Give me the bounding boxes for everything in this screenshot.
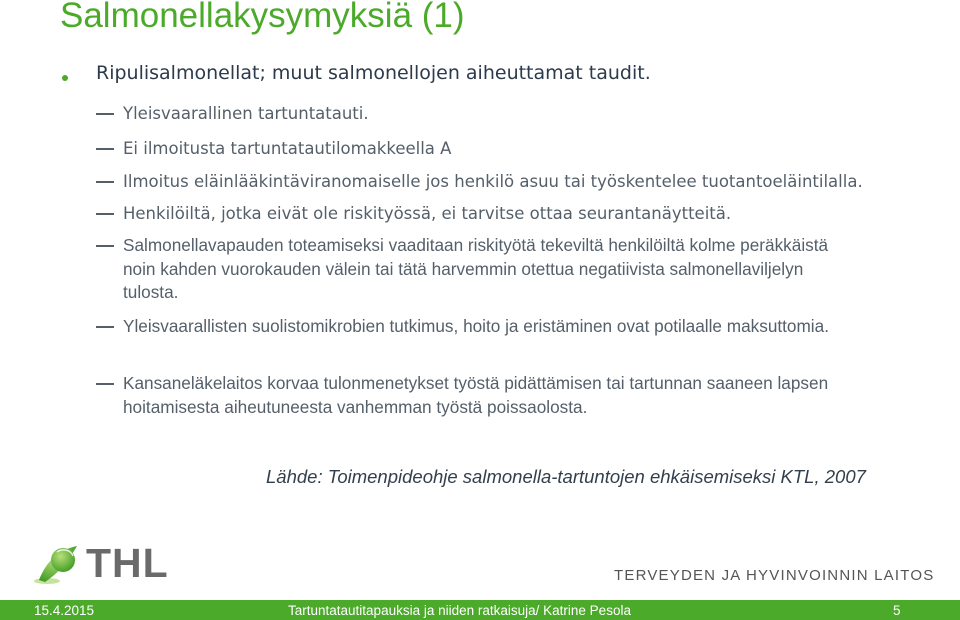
source-citation: Lähde: Toimenpideohje salmonella-tartuntojen ehkäisemiseksi KTL, 2007 [266,466,866,487]
sub-item-text: Ei ilmoitusta tartuntatautilomakkeella A [123,139,452,158]
sub-item-text: Ilmoitus eläinlääkintäviranomaiselle jos henkilö asuu tai työskentelee tuotantoeläintilalla. [123,172,863,191]
dash-icon [96,113,114,115]
slide-title: Salmonellakysymyksiä (1) [60,0,465,35]
page-number: 5 [893,603,901,618]
footer-date: 15.4.2015 [34,603,95,618]
sub-item-text: Henkilöiltä, jotka eivät ole riskityössä, ei tarvitse ottaa seurantanäytteitä. [123,204,732,223]
footer-bar [0,600,960,620]
dash-icon [96,181,114,183]
dash-icon [96,213,114,215]
dash-icon [96,148,114,150]
main-bullet-text: Ripulisalmonellat; muut salmonellojen aiheuttamat taudit. [96,62,651,84]
sub-item-text: Yleisvaarallinen tartuntatauti. [123,104,369,123]
organization-name: TERVEYDEN JA HYVINVOINNIN LAITOS [614,567,935,584]
logo-text: THL [86,540,169,586]
dash-icon [96,383,114,385]
sub-item-text: Kansaneläkelaitos korvaa tulonmenetykset työstä pidättämisen tai tartunnan saaneen lapsen hoitamisesta aiheutuneesta vanhemman työstä poissaolosta. [123,373,829,417]
dash-icon [96,326,114,328]
sub-item-text: Yleisvaarallisten suolistomikrobien tutkimus, hoito ja eristäminen ovat potilaalle maksuttomia. [123,316,829,336]
dash-icon [96,245,114,247]
footer-title: Tartuntatautitapauksia ja niiden ratkaisuja/ Katrine Pesola [288,603,631,618]
sub-item-text: Salmonellavapauden toteamiseksi vaaditaan riskityötä tekeviltä henkilöiltä kolme peräkkäistä noin kahden vuorokauden välein tai tätä harvemmin otettua negatiivista salmonellaviljelyn tulosta. [123,235,829,302]
bullet-dot-icon [62,75,68,81]
